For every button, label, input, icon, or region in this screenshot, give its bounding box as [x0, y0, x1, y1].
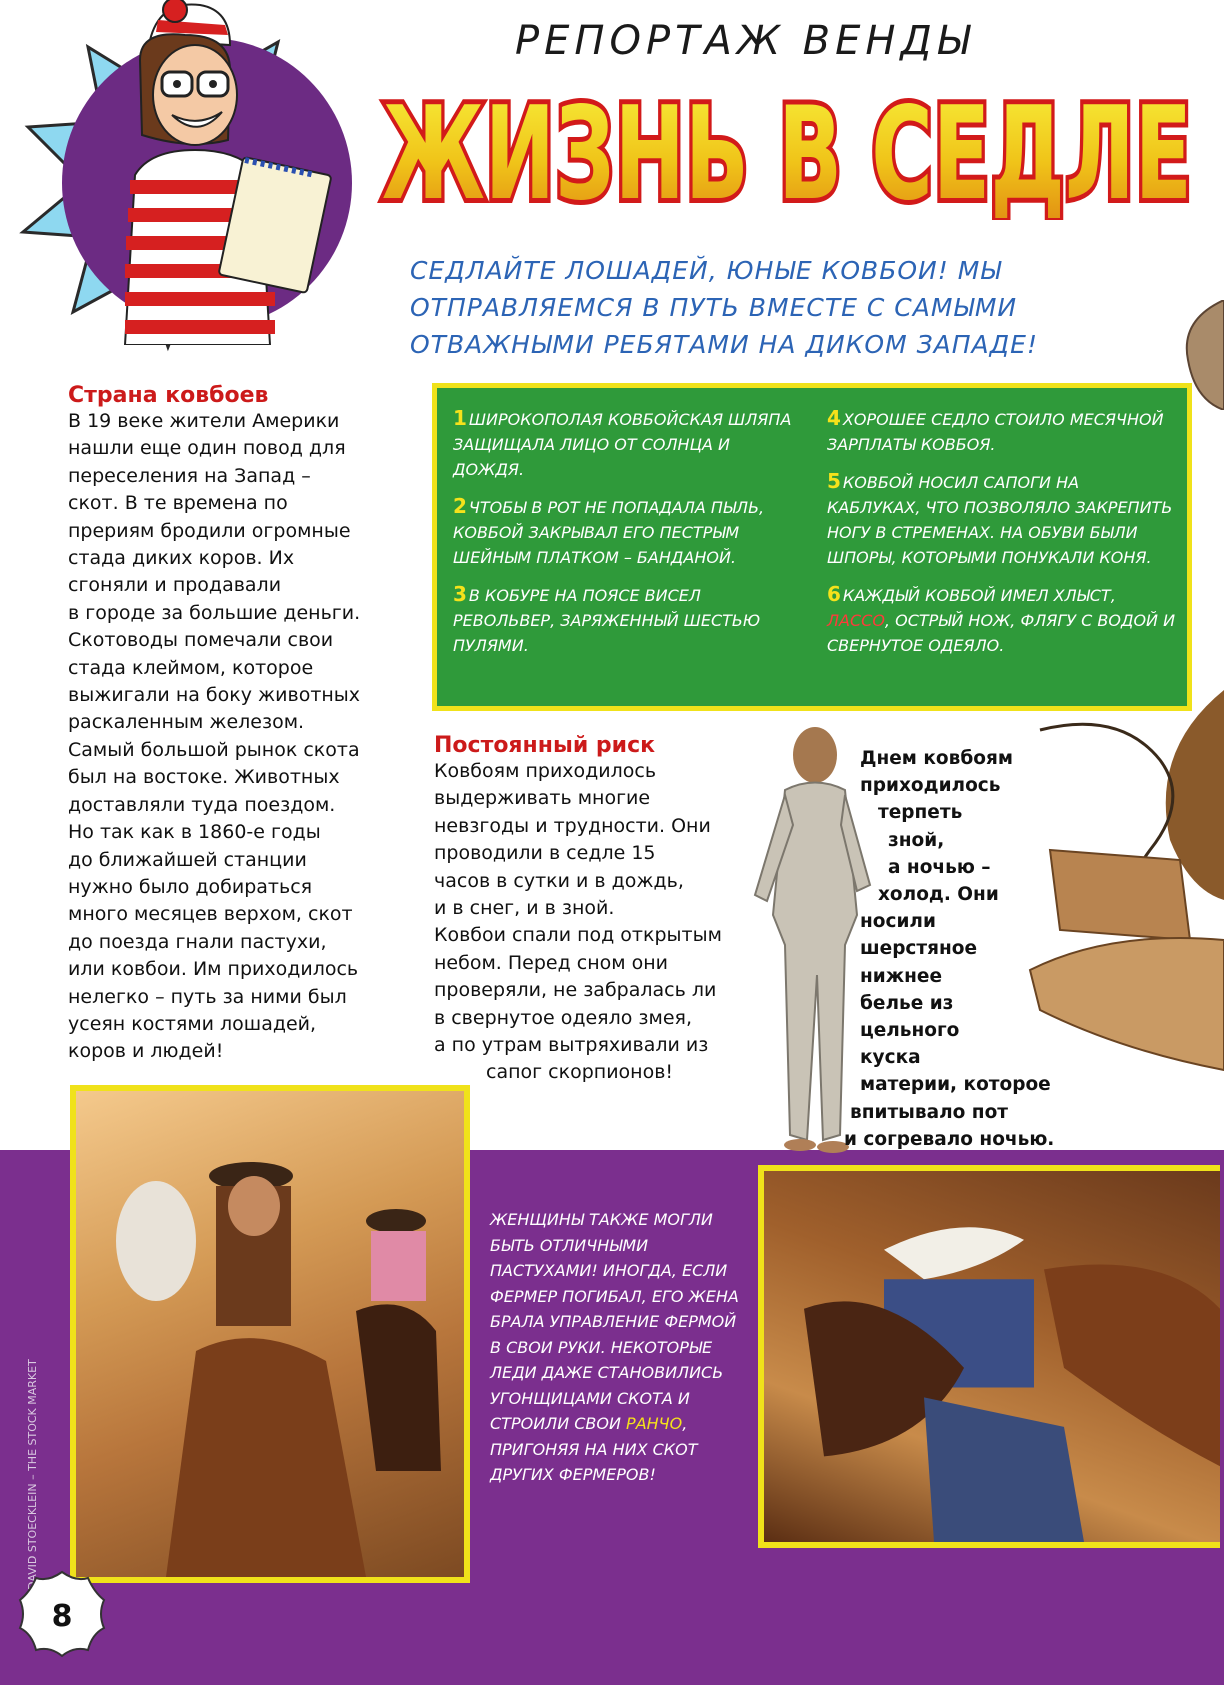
text-line: приходилось [860, 775, 1001, 797]
text-line: Но так как в 1860-е годы [68, 821, 321, 844]
page-number: 8 [51, 1599, 73, 1634]
text-line: прериям бродили огромные [68, 519, 351, 542]
text-line: Самый большой рынок скота [68, 738, 360, 761]
women-riders-photo [70, 1085, 470, 1583]
text-line: выдерживать многие [434, 787, 651, 810]
text-line: усеян костями лошадей, [68, 1012, 317, 1035]
section-body [434, 758, 764, 1087]
text-line: переселения на Запад – [68, 464, 311, 487]
page-number-badge [16, 1568, 108, 1660]
fact-item [453, 582, 803, 658]
fact-item [453, 494, 803, 570]
cowboy-facts-box [432, 383, 1192, 711]
text-line: терпеть [878, 802, 963, 824]
section-body [68, 408, 413, 1066]
fact-number: 5 [827, 469, 841, 493]
text-line: впитывало пот [850, 1101, 1009, 1123]
rancho-highlight: РАНЧО [626, 1414, 683, 1433]
text-line: цельного [860, 1020, 960, 1042]
section-heading: Страна ковбоев [68, 383, 269, 408]
text-line: стада клеймом, которое [68, 656, 314, 679]
facts-column-left [453, 406, 803, 670]
page-title-text: ЖИЗНЬ В СЕДЛЕ [382, 80, 1192, 220]
fact-item [827, 406, 1177, 457]
text-line: до поезда гнали пастухи, [68, 930, 327, 953]
riders-photo-art [76, 1091, 464, 1577]
fact-text: ХОРОШЕЕ СЕДЛО СТОИЛО МЕСЯЧНОЙ ЗАРПЛАТЫ КОВБОЯ. [827, 410, 1164, 454]
fact-text: ШИРОКОПОЛАЯ КОВБОЙСКАЯ ШЛЯПА ЗАЩИЩАЛА ЛИЦО ОТ СОЛНЦА И ДОЖДЯ. [453, 410, 792, 479]
text-line: Ковбои спали под открытым [434, 924, 722, 947]
steer-wrestling-photo [758, 1165, 1220, 1548]
text-line: Ковбоям приходилось [434, 760, 657, 782]
fact-number: 1 [453, 406, 467, 430]
text-line: стада диких коров. Их [68, 547, 295, 570]
text-line: небом. Перед сном они [434, 951, 669, 974]
text-line: доставляли туда поездом. [68, 793, 336, 816]
women-cowgirls-text [490, 1207, 750, 1488]
text-line: Днем ковбоям [860, 748, 1013, 769]
photo-credit [22, 1290, 42, 1590]
text-line: нелегко – путь за ними был [68, 985, 347, 1008]
fact-item [827, 582, 1177, 658]
text-line: сгоняли и продавали [68, 574, 282, 597]
facts-column-right [827, 406, 1177, 670]
text-line: часов в сутки и в дождь, [434, 869, 684, 892]
fact-number: 6 [827, 582, 841, 606]
fact-text: В КОБУРЕ НА ПОЯСЕ ВИСЕЛ РЕВОЛЬВЕР, ЗАРЯЖЕННЫЙ ШЕСТЬЮ ПУЛЯМИ. [453, 586, 761, 655]
text-line: шерстяное [860, 938, 978, 960]
text-line: коров и людей! [68, 1040, 224, 1063]
text-line: носили [860, 911, 936, 933]
page-title [372, 80, 1202, 220]
text-line: сапог скорпионов! [486, 1061, 674, 1084]
text-line: В 19 веке жители Америки [68, 410, 340, 432]
text-line: много месяцев верхом, скот [68, 903, 353, 926]
text-line: нижнее [860, 965, 943, 987]
lead-paragraph [410, 252, 1190, 363]
text-line: и в снег, и в зной. [434, 897, 615, 920]
text-line: нашли еще один повод для [68, 437, 346, 460]
fact-text: ЧТОБЫ В РОТ НЕ ПОПАДАЛА ПЫЛЬ, КОВБОЙ ЗАКРЫВАЛ ЕГО ПЕСТРЫМ ШЕЙНЫМ ПЛАТКОМ – БАНДАНОЙ. [453, 498, 765, 567]
fact-item [827, 469, 1177, 570]
lead-line: СЕДЛАЙТЕ ЛОШАДЕЙ, ЮНЫЕ КОВБОИ! МЫ [410, 256, 1002, 285]
text-line: зной, [888, 829, 945, 851]
women-text-before: ЖЕНЩИНЫ ТАКЖЕ МОГЛИ БЫТЬ ОТЛИЧНЫМИ ПАСТУХАМИ! ИНОГДА, ЕСЛИ ФЕРМЕР ПОГИБАЛ, ЕГО ЖЕНА БРАЛА УПРАВЛЕНИЕ ФЕРМОЙ В СВОИ РУКИ. НЕКОТОРЫЕ ЛЕДИ ДАЖЕ СТАНОВИЛИСЬ УГОНЩИЦАМИ СКОТА И СТРОИЛИ СВОИ [490, 1210, 739, 1433]
text-line: выжигали на боку животных [68, 684, 361, 707]
text-line: в свернутое одеяло змея, [434, 1006, 693, 1029]
fact-number: 4 [827, 406, 841, 430]
text-line: был на востоке. Животных [68, 766, 340, 789]
fact-item [453, 406, 803, 482]
fact-text: КОВБОЙ НОСИЛ САПОГИ НА КАБЛУКАХ, ЧТО ПОЗВОЛЯЛО ЗАКРЕПИТЬ НОГУ В СТРЕМЕНАХ. НА ОБУВИ БЫЛИ ШПОРЫ, КОТОРЫМИ ПОНУКАЛИ КОНЯ. [827, 473, 1173, 567]
fact-number: 2 [453, 494, 467, 518]
section-heading: Постоянный риск [434, 733, 656, 758]
lead-line: ОТПРАВЛЯЕМСЯ В ПУТЬ ВМЕСТЕ С САМЫМИ [410, 293, 1018, 322]
text-line: и согревало ночью. [844, 1128, 1055, 1150]
lead-line: ОТВАЖНЫМИ РЕБЯТАМИ НА ДИКОМ ЗАПАДЕ! [410, 330, 1038, 359]
text-line: нужно было добираться [68, 875, 313, 898]
text-line: до ближайшей станции [68, 848, 307, 871]
article-column-cowboy-country [68, 383, 413, 1066]
women-text-after: , ПРИГОНЯЯ НА НИХ СКОТ ДРУГИХ ФЕРМЕРОВ! [490, 1414, 698, 1484]
fact-number: 3 [453, 582, 467, 606]
text-line: проводили в седле 15 [434, 842, 656, 865]
text-line: а ночью – [888, 856, 991, 878]
fact-text: КАЖДЫЙ КОВБОЙ ИМЕЛ ХЛЫСТ, [842, 586, 1116, 605]
text-line: материи, которое [860, 1074, 1051, 1096]
text-line: скот. В те времена по [68, 492, 288, 515]
text-line: Скотоводы помечали свои [68, 629, 334, 652]
text-line: куска [860, 1047, 921, 1069]
steer-photo-art [764, 1171, 1220, 1542]
fact-text: , ОСТРЫЙ НОЖ, ФЛЯГУ С ВОДОЙ И СВЕРНУТОЕ ОДЕЯЛО. [827, 611, 1176, 655]
text-line: в городе за большие деньги. [68, 601, 361, 624]
underwear-caption [844, 745, 1090, 1153]
text-line: а по утрам вытряхивали из [434, 1034, 709, 1057]
text-line: проверяли, не забралась ли [434, 979, 717, 1002]
wenda-reporter-illustration [80, 0, 340, 345]
kicker-wenda-report: РЕПОРТАЖ ВЕНДЫ [515, 18, 975, 64]
article-column-constant-risk [434, 733, 764, 1087]
lasso-highlight: ЛАССО [827, 611, 885, 630]
photo-credit-text: DAVID STOECKLEIN – THE STOCK MARKET [26, 1359, 39, 1590]
text-line: белье из [860, 992, 954, 1014]
text-line: невзгоды и трудности. Они [434, 814, 711, 837]
text-line: холод. Они [878, 884, 999, 906]
text-line: или ковбои. Им приходилось [68, 958, 359, 981]
text-line: раскаленным железом. [68, 711, 305, 734]
